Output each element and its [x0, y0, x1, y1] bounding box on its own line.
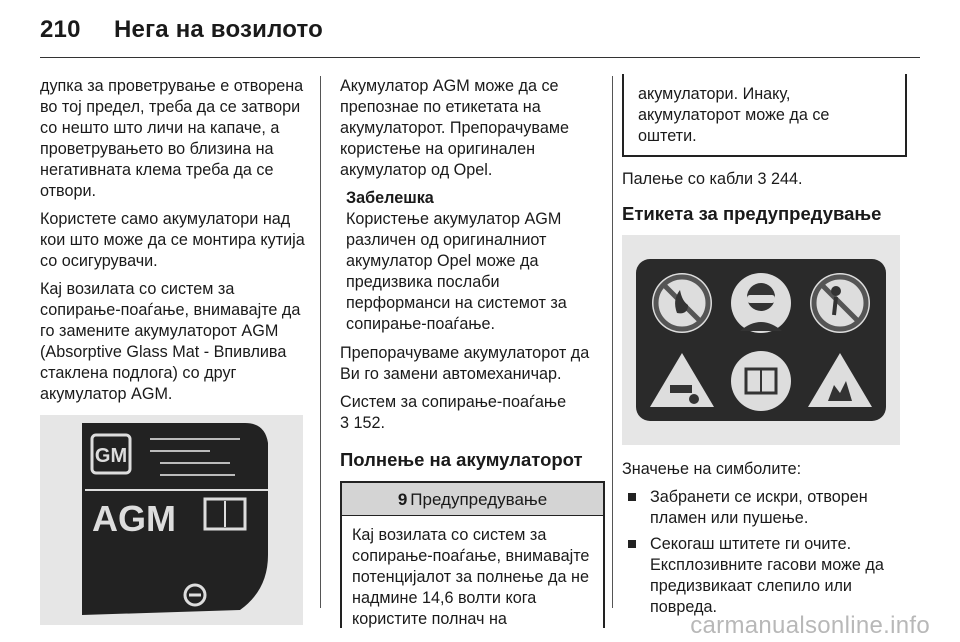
- paragraph: Акумулатор AGM може да се препознае по етикетата на акумулаторот. Препорачуваме користење на оригинален акумулатор од Opel.: [340, 77, 569, 179]
- eye-protection-icon: [731, 273, 791, 333]
- section-heading: Етикета за предупредување: [622, 203, 882, 224]
- read-manual-icon: [731, 351, 791, 411]
- paragraph: Палење со кабли 3 244.: [622, 170, 803, 188]
- warning-symbols-illustration: [622, 235, 900, 445]
- paragraph: Систем за сопирање-поаѓање 3 152.: [340, 393, 567, 432]
- no-fire-icon: [652, 273, 712, 333]
- page-reference: 3 152.: [340, 414, 386, 432]
- battery-label-image: [40, 415, 303, 625]
- paragraph: Користете само акумулатори над кои што може да се монтира кутија со осигурувачи.: [40, 210, 305, 270]
- agm-battery-label-illustration: [40, 415, 303, 625]
- list-item: Секогаш штитете ги очите. Експлозивните гасови може да предизвикаат слепило или повреда.: [622, 534, 907, 618]
- warning-text: Кај возилата со систем за сопирање-поаѓање, внимавајте потенцијалот за полнење да не надмине 14,6 волти кога користите полнач на: [352, 526, 590, 628]
- page-header: [40, 16, 323, 44]
- paragraph: Препорачуваме акумулаторот да Ви го замени автомеханичар.: [340, 344, 590, 383]
- watermark: carmanualsonline.info: [690, 612, 930, 639]
- page-number: 210: [40, 16, 81, 43]
- keep-children-away-icon: [810, 273, 870, 333]
- column-divider-1: [320, 76, 321, 608]
- paragraph: Значење на симболите:: [622, 460, 802, 478]
- page-title: Нега на возилото: [114, 16, 323, 43]
- bullet-square-icon: [628, 493, 636, 501]
- warning-box: [340, 481, 605, 628]
- column-2: [340, 76, 605, 628]
- gm-logo-text: GM: [94, 445, 128, 467]
- warning-triangle-icon: 9: [397, 490, 408, 509]
- paragraph: Кај возилата со систем за сопирање-поаѓање, внимавајте да го замените акумулаторот AGM (Absorptive Glass Mat - Впивлива стаклена подлога) со друг акумулатор AGM.: [40, 280, 301, 403]
- header-rule: [40, 57, 920, 58]
- warning-label-image: [622, 235, 900, 445]
- section-heading: Полнење на акумулаторот: [340, 449, 583, 470]
- paragraph: дупка за проветрување е отворена во тој предел, треба да се затвори со нешто што личи на капаче, а проветрувањето во близина на негативната клема треба да се отвори.: [40, 77, 304, 200]
- note-text: Користење акумулатор AGM различен од оригиналниот акумулатор Opel може да предизвика послаби перформанси на системот за сопирање-поаѓање.: [346, 210, 567, 333]
- warning-box-continued: акумулатори. Инаку, акумулаторот може да се оштети.: [622, 74, 907, 157]
- list-item: Забранети се искри, отворен пламен или пушење.: [622, 487, 907, 529]
- column-divider-2: [612, 76, 613, 608]
- warning-header: 9 Предупредување: [342, 483, 603, 516]
- column-1: [40, 76, 312, 625]
- note-label: Забелешка: [346, 189, 434, 207]
- bullet-square-icon: [628, 540, 636, 548]
- column-3: [622, 74, 907, 623]
- note-block: [340, 188, 605, 335]
- agm-label-text: AGM: [92, 498, 176, 539]
